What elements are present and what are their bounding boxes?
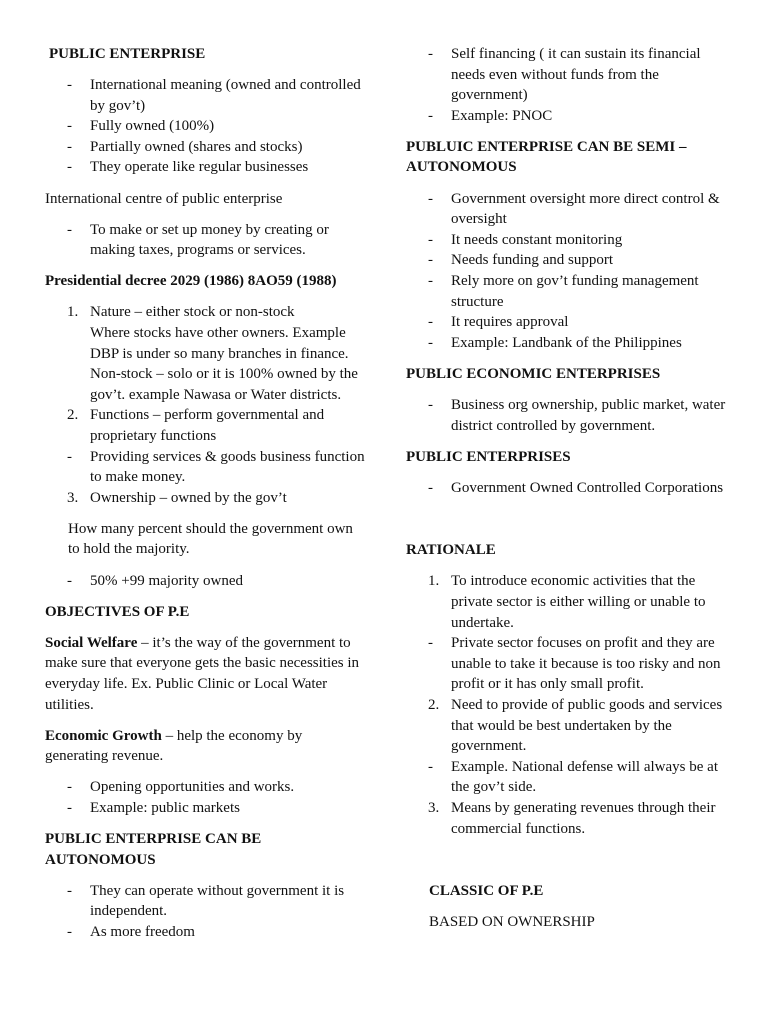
heading-public-enterprises: PUBLIC ENTERPRISES xyxy=(406,448,571,465)
list-item xyxy=(45,220,365,261)
list-item xyxy=(45,137,365,158)
list-item-text: Opening opportunities and works. xyxy=(90,779,295,796)
bullet-list xyxy=(45,75,365,178)
list-item xyxy=(45,571,365,592)
dash-marker: - xyxy=(67,138,72,155)
paragraph-intl-centre: International centre of public enterprise xyxy=(45,190,283,207)
dash-marker: - xyxy=(428,635,433,652)
list-item-text: Needs funding and support xyxy=(451,252,614,269)
list-item xyxy=(45,447,365,488)
list-item xyxy=(406,478,728,499)
dash-marker: - xyxy=(428,231,433,248)
list-item-text: Need to provide of public goods and services that would be best undertaken by the government. xyxy=(451,696,723,755)
list-item xyxy=(406,333,728,354)
dash-marker: - xyxy=(428,334,433,351)
number-marker: 3. xyxy=(428,799,440,816)
list-item-text: They operate like regular businesses xyxy=(90,159,309,176)
heading-semi-autonomous: PUBLUIC ENTERPRISE CAN BE SEMI – AUTONOMOUS xyxy=(406,138,687,176)
dash-marker: - xyxy=(67,923,72,940)
list-item-text: 50% +99 majority owned xyxy=(90,572,244,589)
number-marker: 2. xyxy=(67,407,79,424)
paragraph-economic-growth xyxy=(45,726,365,767)
list-item xyxy=(406,44,728,106)
list-item xyxy=(45,116,365,137)
list-item xyxy=(406,230,728,251)
list-item xyxy=(45,777,365,798)
list-item xyxy=(406,250,728,271)
term-economic-growth: Economic Growth xyxy=(45,727,162,744)
list-item xyxy=(406,312,728,333)
dash-marker: - xyxy=(428,107,433,124)
list-item-text: They can operate without government it is independent. xyxy=(90,882,345,920)
numbered-item xyxy=(45,405,365,446)
left-column xyxy=(45,44,365,942)
dash-marker: - xyxy=(428,252,433,269)
list-item-text: Example. National defense will always be at the gov’t side. xyxy=(451,758,718,796)
paragraph-based-on-ownership: BASED ON OWNERSHIP xyxy=(429,914,595,931)
heading-public-economic-enterprises: PUBLIC ECONOMIC ENTERPRISES xyxy=(406,365,661,382)
list-item-text: Providing services & goods business function to make money. xyxy=(90,448,365,486)
dash-marker: - xyxy=(428,46,433,62)
list-item-text: Private sector focuses on profit and they are unable to take it because is too risky and non profit or it has only small profit. xyxy=(451,635,721,693)
list-item xyxy=(406,633,728,695)
right-column xyxy=(406,44,728,933)
heading-decree: Presidential decree 2029 (1986) 8AO59 (1988) xyxy=(45,273,337,290)
number-marker: 1. xyxy=(428,573,440,590)
list-item-text: Business org ownership, public market, water district controlled by government. xyxy=(451,396,726,434)
list-item xyxy=(45,157,365,178)
heading-autonomous: PUBLIC ENTERPRISE CAN BE AUTONOMOUS xyxy=(45,831,262,868)
list-item-text: Government oversight more direct control & oversight xyxy=(451,190,720,228)
list-item-text: To introduce economic activities that the private sector is either willing or unable to undertake. xyxy=(451,573,706,631)
list-item-text: Example: public markets xyxy=(90,799,240,816)
list-item-text: Nature – either stock or non-stock xyxy=(90,304,295,321)
number-marker: 3. xyxy=(67,489,79,506)
list-item-text: Partially owned (shares and stocks) xyxy=(90,138,303,155)
list-item-detail: Where stocks have other owners. Example DBP is under so many branches in finance. Non-stock – solo or it is 100% owned by the gov’t. example Nawasa or Water districts. xyxy=(90,325,358,403)
number-marker: 2. xyxy=(428,696,440,713)
dash-marker: - xyxy=(67,572,72,589)
dash-marker: - xyxy=(428,758,433,775)
dash-marker: - xyxy=(67,118,72,135)
dash-marker: - xyxy=(428,314,433,331)
heading-objectives: OBJECTIVES OF P.E xyxy=(45,603,190,620)
list-item-text: It needs constant monitoring xyxy=(451,231,623,248)
list-item xyxy=(406,106,728,127)
dash-marker: - xyxy=(67,221,72,238)
numbered-item xyxy=(45,302,365,405)
list-item xyxy=(406,271,728,312)
list-item-text: Example: Landbank of the Philippines xyxy=(451,334,682,351)
dash-marker: - xyxy=(67,448,72,465)
dash-marker: - xyxy=(67,159,72,176)
list-item-text: As more freedom xyxy=(90,923,195,940)
list-item-text: Government Owned Controlled Corporations xyxy=(451,479,724,496)
numbered-item xyxy=(406,695,728,757)
list-item xyxy=(406,189,728,230)
list-item-text: Self financing ( it can sustain its financial needs even without funds from the government) xyxy=(451,46,701,104)
list-item-text: Means by generating revenues through their commercial functions. xyxy=(451,799,716,837)
list-item-text: Fully owned (100%) xyxy=(90,118,215,135)
heading-rationale: RATIONALE xyxy=(406,542,496,559)
dash-marker: - xyxy=(428,396,433,413)
list-item xyxy=(406,757,728,798)
definition-text: – it’s the way of the government to make sure that everyone gets the basic necessities in everyday life. Ex. Public Clinic or Local Water utilities. xyxy=(45,634,360,713)
list-item-text: Functions – perform governmental and proprietary functions xyxy=(90,407,325,444)
number-marker: 1. xyxy=(67,304,79,321)
list-item xyxy=(45,75,365,116)
term-social-welfare: Social Welfare xyxy=(45,634,138,651)
dash-marker: - xyxy=(67,77,72,94)
list-item-text: It requires approval xyxy=(451,314,569,331)
dash-marker: - xyxy=(67,779,72,796)
heading-classic: CLASSIC OF P.E xyxy=(429,883,544,900)
list-item-text: To make or set up money by creating or making taxes, programs or services. xyxy=(90,221,329,259)
dash-marker: - xyxy=(428,272,433,289)
list-item xyxy=(406,395,728,436)
list-item-text: International meaning (owned and controlled by gov’t) xyxy=(90,77,361,114)
list-item xyxy=(45,798,365,819)
list-item xyxy=(45,922,365,943)
numbered-item xyxy=(406,798,728,839)
dash-marker: - xyxy=(67,799,72,816)
heading-public-enterprise: PUBLIC ENTERPRISE xyxy=(49,46,206,62)
paragraph-social-welfare xyxy=(45,633,365,715)
definition-text: – help the economy by generating revenue. xyxy=(45,727,303,765)
list-item-text: Rely more on gov’t funding management structure xyxy=(451,272,699,310)
list-item-text: Example: PNOC xyxy=(451,107,553,124)
dash-marker: - xyxy=(428,479,433,496)
list-item xyxy=(45,881,365,922)
list-item-text: Ownership – owned by the gov’t xyxy=(90,489,287,506)
paragraph-question: How many percent should the government own to hold the majority. xyxy=(68,520,353,558)
dash-marker: - xyxy=(428,190,433,207)
numbered-item xyxy=(45,488,365,509)
numbered-item xyxy=(406,571,728,633)
dash-marker: - xyxy=(67,882,72,899)
